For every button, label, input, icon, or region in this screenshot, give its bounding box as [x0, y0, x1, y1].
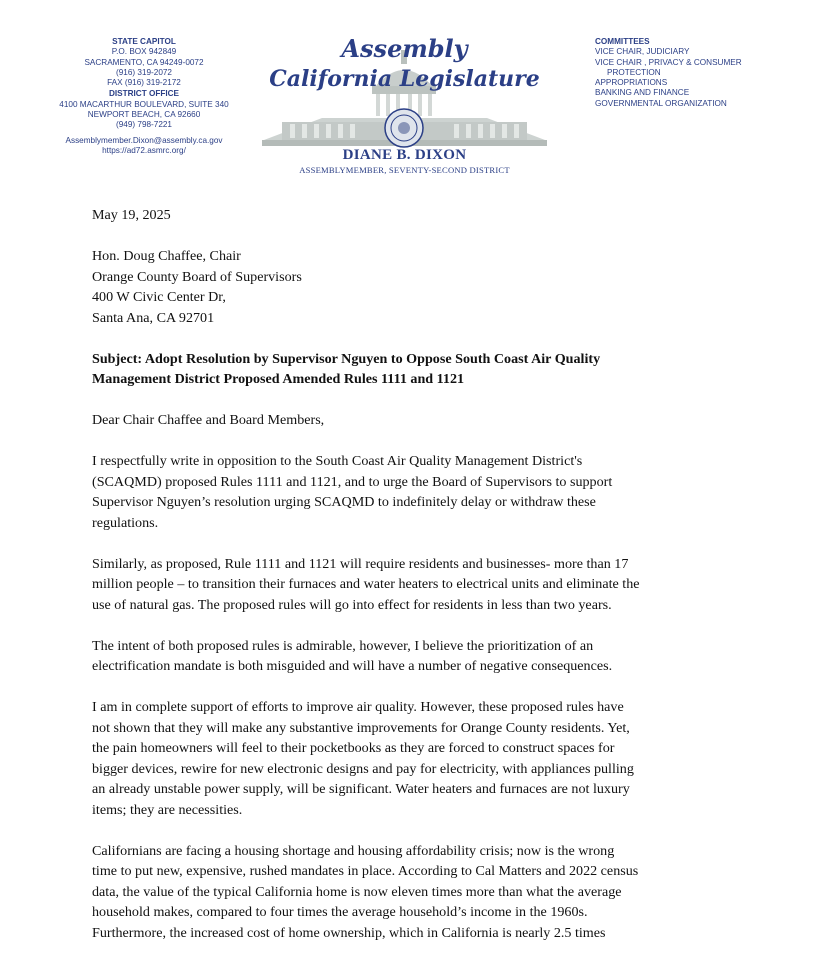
subject-line: [92, 349, 742, 390]
capitol-line: FAX (916) 319-2172: [107, 78, 181, 88]
assemblymember-title: ASSEMBLYMEMBER, SEVENTY-SECOND DISTRICT: [299, 165, 510, 175]
recipient-line: Santa Ana, CA 92701: [92, 309, 215, 326]
paragraph-line: million people – to transition their furnaces and water heaters to electrical units and eliminate the: [92, 576, 640, 592]
paragraph-line: I respectfully write in opposition to the South Coast Air Quality Management District's: [92, 453, 583, 469]
salutation: Dear Chair Chaffee and Board Members,: [92, 412, 325, 428]
paragraph-line: the pain homeowners will feel to their pocketbooks as they are forced to construct spaces for: [92, 740, 615, 756]
assembly-wordmark: Assembly: [341, 34, 468, 63]
body-paragraph: [92, 554, 742, 616]
paragraph-line: Supervisor Nguyen’s resolution urging SCAQMD to indefinitely delay or withdraw these: [92, 494, 596, 510]
paragraph-line: household makes, compared to four times the average household’s income in the 1960s.: [92, 904, 588, 920]
paragraph-line: electrification mandate is both misguided and will have a number of negative consequences.: [92, 658, 613, 674]
assembly-letterhead-logo: [262, 30, 547, 180]
paragraph-line: not shown that they will make any substantive improvements for Orange County residents. Yet,: [92, 719, 630, 736]
paragraph-line: (SCAQMD) proposed Rules 1111 and 1121, and to urge the Board of Supervisors to support: [92, 473, 613, 490]
recipient-line: 400 W Civic Center Dr,: [92, 289, 226, 305]
district-line: NEWPORT BEACH, CA 92660: [87, 110, 201, 120]
committees-heading: COMMITTEES: [595, 37, 650, 46]
subject-text: Subject: Adopt Resolution by Supervisor Nguyen to Oppose South Coast Air Quality: [92, 350, 601, 367]
letter-body: [92, 205, 742, 964]
letter-date: May 19, 2025: [92, 207, 171, 223]
body-paragraph: [92, 697, 742, 820]
committee-item: APPROPRIATIONS: [595, 78, 668, 88]
capitol-line: SACRAMENTO, CA 94249-0072: [84, 57, 204, 67]
paragraph-line: use of natural gas. The proposed rules will go into effect for residents in less than two years.: [92, 596, 612, 613]
assemblymember-name: DIANE B. DIXON: [342, 147, 467, 163]
district-line: (949) 798-7221: [116, 120, 172, 130]
capitol-line: P.O. BOX 942849: [111, 47, 177, 57]
committee-item: VICE CHAIR , PRIVACY & CONSUMER: [595, 57, 742, 67]
paragraph-line: an already unstable power supply, will be significant. Water heaters and furnaces are not luxury: [92, 781, 630, 797]
paragraph-line: Similarly, as proposed, Rule 1111 and 1121 will require residents and businesses- more than 17: [92, 555, 629, 572]
paragraph-line: The intent of both proposed rules is admirable, however, I believe the prioritization of an: [92, 637, 594, 654]
recipient-line: Hon. Doug Chaffee, Chair: [92, 248, 241, 264]
paragraph-line: time to put new, expensive, rushed mandates in place. According to Cal Matters and 2022 census: [92, 863, 639, 879]
capitol-line: (916) 319-2072: [116, 67, 172, 77]
body-paragraph: [92, 636, 742, 677]
paragraph-line: I am in complete support of efforts to improve air quality. However, these proposed rules have: [92, 699, 624, 715]
subject-text: Management District Proposed Amended Rules 1111 and 1121: [92, 371, 465, 387]
paragraph-line: bigger devices, rewire for new electronic designs and pay for electricity, with appliances pulling: [92, 760, 634, 777]
website-link[interactable]: https://ad72.asmrc.org/: [102, 145, 186, 155]
paragraph-line: Furthermore, the increased cost of home ownership, which in California is nearly 2.5 times: [92, 924, 606, 941]
paragraph-line: items; they are necessities.: [92, 801, 243, 818]
state-capitol-address-block: [38, 37, 250, 156]
recipient-line: Orange County Board of Supervisors: [92, 268, 302, 285]
committees-block: [595, 37, 795, 109]
body-paragraph: [92, 451, 742, 533]
california-legislature-wordmark: California Legislature: [269, 66, 540, 92]
recipient-address: [92, 246, 742, 328]
state-capitol-heading: STATE CAPITOL: [112, 37, 176, 46]
committee-item: PROTECTION: [607, 67, 661, 77]
body-paragraph: [92, 841, 742, 944]
paragraph-line: data, the value of the typical California home is now eleven times more than what the average: [92, 883, 622, 900]
committee-item: VICE CHAIR, JUDICIARY: [595, 47, 690, 57]
paragraph-line: Californians are facing a housing shortage and housing affordability crisis; now is the wrong: [92, 842, 615, 859]
district-office-heading: DISTRICT OFFICE: [108, 89, 180, 99]
district-line: 4100 MACARTHUR BOULEVARD, SUITE 340: [59, 99, 229, 109]
committee-item: GOVERNMENTAL ORGANIZATION: [595, 98, 727, 108]
committee-item: BANKING AND FINANCE: [595, 88, 690, 98]
email-link[interactable]: Assemblymember.Dixon@assembly.ca.gov: [65, 135, 223, 145]
paragraph-line: regulations.: [92, 514, 159, 531]
